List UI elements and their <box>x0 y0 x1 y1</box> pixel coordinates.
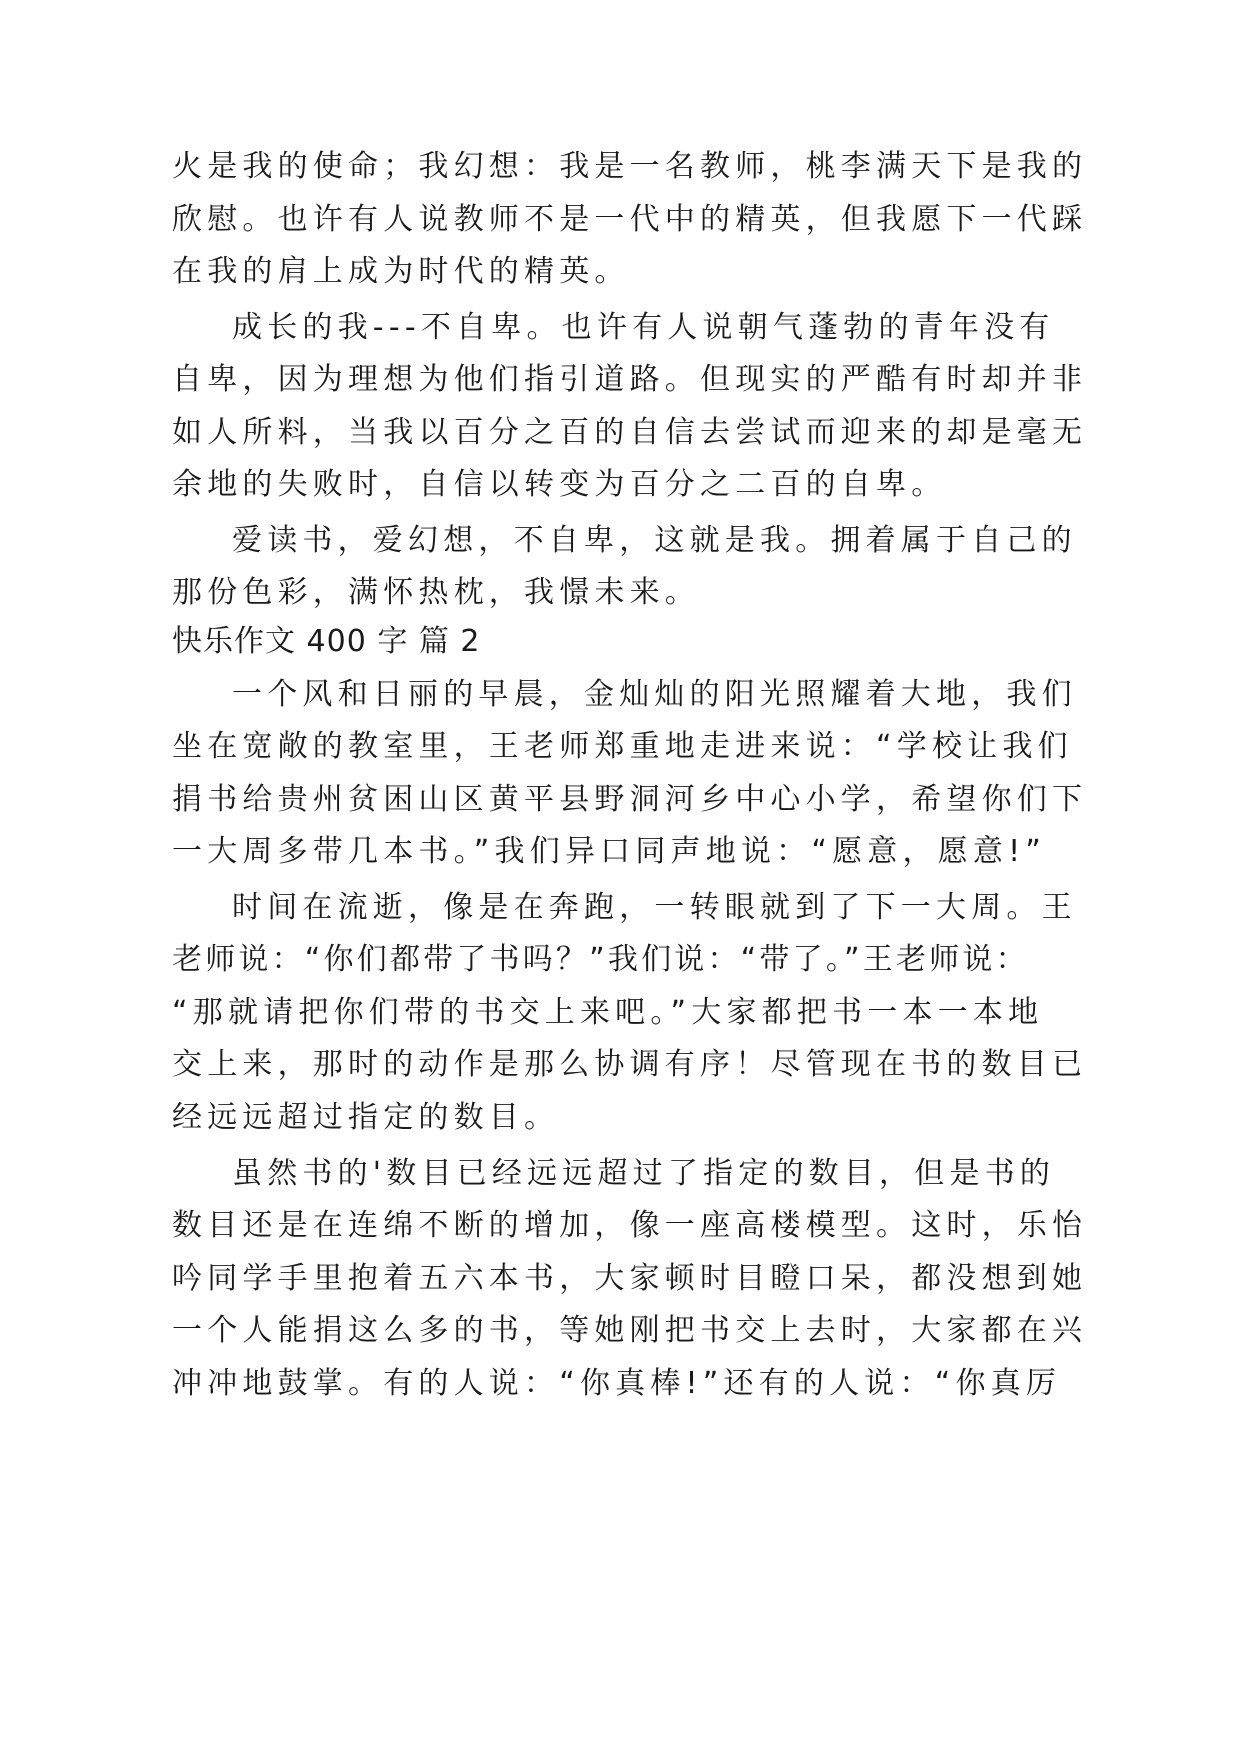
text-line: 在我的肩上成为时代的精英。 <box>172 254 630 289</box>
paragraph-first-line: 爱读书，爱幻想，不自卑，这就是我。拥着属于自己的 <box>232 523 1077 558</box>
text-line: 如人所料，当我以百分之百的自信去尝试而迎来的却是毫无 <box>172 415 1088 450</box>
paragraph-first-line: 成长的我---不自卑。也许有人说朝气蓬勃的青年没有 <box>232 310 1055 345</box>
paragraph-first-line: 一个风和日丽的早晨，金灿灿的阳光照耀着大地，我们 <box>232 677 1077 712</box>
text-line: 吟同学手里抱着五六本书，大家顿时目瞪口呆，都没想到她 <box>172 1261 1088 1296</box>
text-line: 那份色彩，满怀热枕，我憬未来。 <box>172 575 700 610</box>
text-line: 捐书给贵州贫困山区黄平县野洞河乡中心小学，希望你们下 <box>172 782 1088 817</box>
text-line: 老师说：“你们都带了书吗？”我们说：“带了。”王老师说： <box>172 942 1029 977</box>
paragraph-first-line: 虽然书的'数目已经远远超过了指定的数目，但是书的 <box>232 1156 1056 1191</box>
paragraph-first-line: 时间在流逝，像是在奔跑，一转眼就到了下一大周。王 <box>232 890 1077 925</box>
text-line: “那就请把你们带的书交上来吧。”大家都把书一本一本地 <box>172 995 1044 1030</box>
text-line: 坐在宽敞的教室里，王老师郑重地走进来说：“学校让我们 <box>172 729 1073 764</box>
text-line: 一个人能捐这么多的书，等她刚把书交上去时，大家都在兴 <box>172 1313 1088 1348</box>
text-line: 一大周多带几本书。”我们异口同声地说：“愿意，愿意!” <box>172 834 1047 869</box>
text-line: 数目还是在连绵不断的增加，像一座高楼模型。这时，乐怡 <box>172 1208 1088 1243</box>
text-line: 经远远超过指定的数目。 <box>172 1100 560 1135</box>
text-line: 欣慰。也许有人说教师不是一代中的精英，但我愿下一代踩 <box>172 202 1088 237</box>
section-heading: 快乐作文 400 字 篇 2 <box>172 624 481 659</box>
text-line: 冲冲地鼓掌。有的人说：“你真棒!”还有的人说：“你真厉 <box>172 1366 1062 1401</box>
text-line: 交上来，那时的动作是那么协调有序！尽管现在书的数目已 <box>172 1047 1088 1082</box>
text-line: 余地的失败时，自信以转变为百分之二百的自卑。 <box>172 467 947 502</box>
text-line: 火是我的使命；我幻想：我是一名教师，桃李满天下是我的 <box>172 149 1088 184</box>
text-line: 自卑，因为理想为他们指引道路。但现实的严酷有时却并非 <box>172 362 1088 397</box>
